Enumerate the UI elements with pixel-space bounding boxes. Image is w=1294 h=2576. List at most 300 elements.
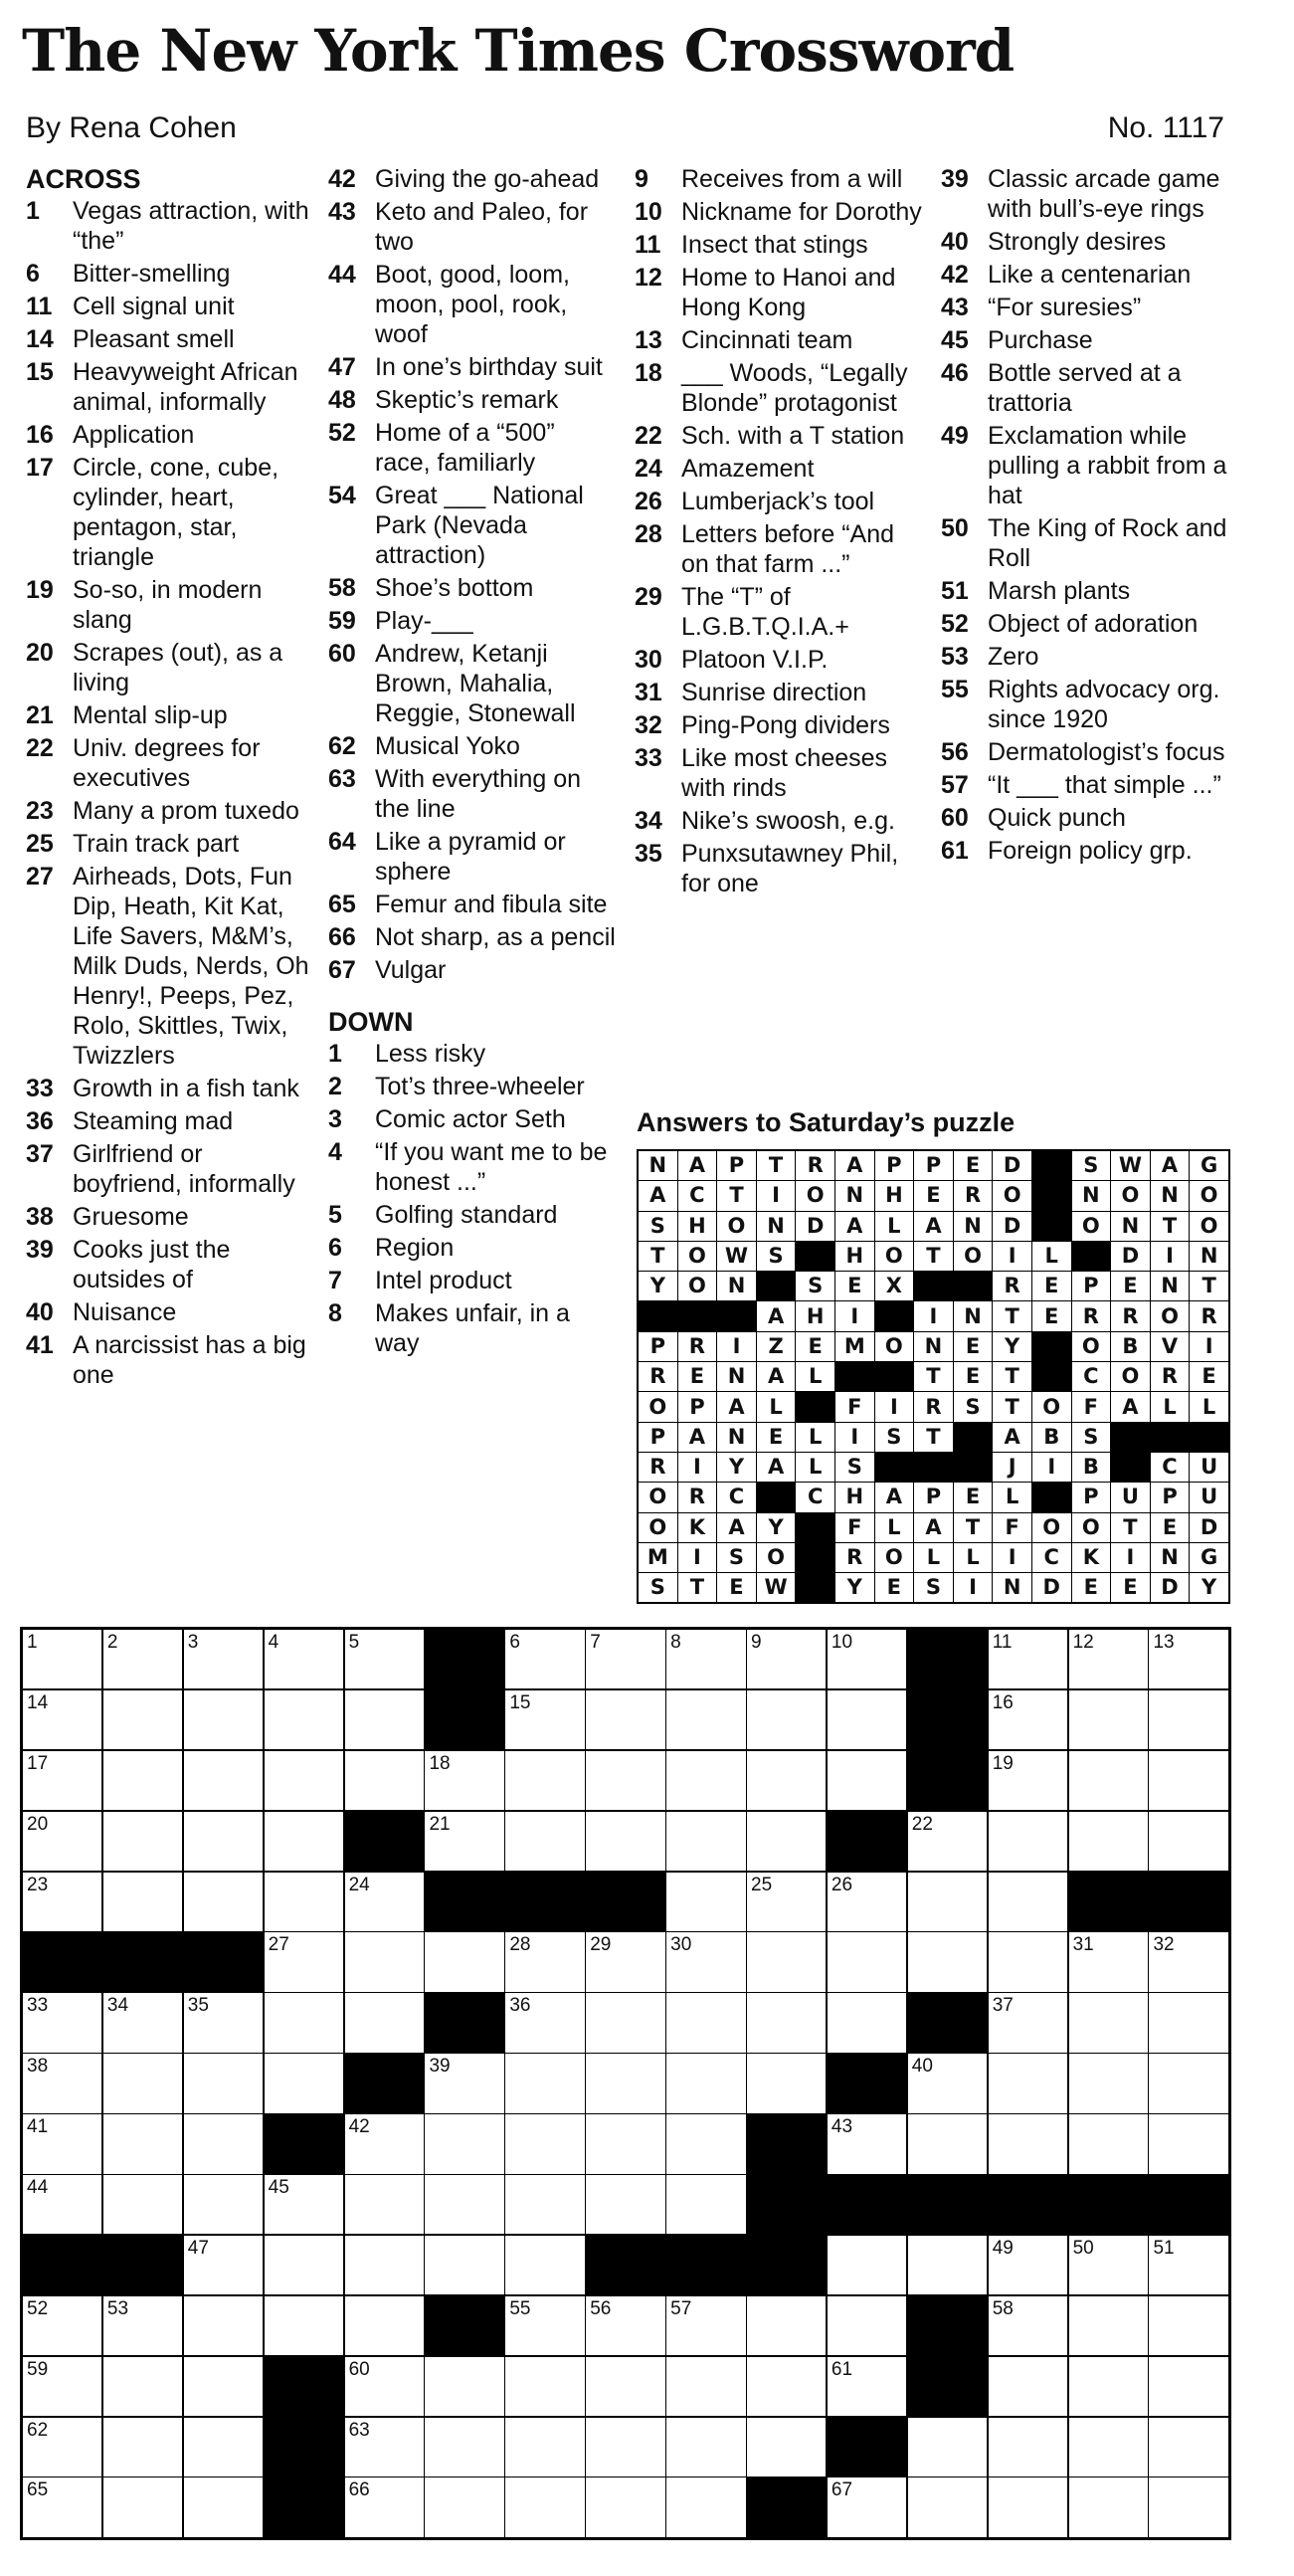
down-clue[interactable] [635,678,923,707]
grid-cell[interactable] [1149,2357,1227,2416]
grid-cell[interactable] [747,2418,826,2477]
cell-number: 61 [831,2358,853,2380]
down-clue[interactable] [635,263,923,322]
grid-cell[interactable] [103,2114,182,2173]
grid-cell[interactable] [345,1993,424,2052]
grid-cell[interactable] [265,1630,343,1688]
grid-cell[interactable] [103,1873,182,1931]
clue-text: Circle, cone, cube, cylinder, heart, pentagon, star, triangle [73,454,279,571]
grid-cell[interactable] [989,1812,1067,1871]
grid-cell[interactable] [747,1873,826,1931]
down-clue[interactable] [328,1298,617,1358]
cell-number: 17 [27,1752,49,1774]
across-clue[interactable] [328,260,617,349]
down-clue[interactable] [941,227,1239,257]
grid-cell[interactable] [828,2236,906,2294]
grid-cell[interactable] [747,2054,826,2112]
grid-cell[interactable] [345,1751,424,1810]
down-clue[interactable] [635,325,923,355]
clue-number: 54 [328,482,356,509]
grid-cell[interactable] [989,2054,1067,2112]
grid-cell[interactable] [989,1873,1067,1931]
grid-cell[interactable] [425,2054,503,2112]
grid-cell[interactable] [1149,1932,1227,1991]
across-clue[interactable] [328,606,617,636]
across-clue[interactable] [26,1297,309,1327]
answer-cell: N [1072,1181,1111,1210]
grid-cell[interactable] [265,1993,343,2052]
down-clue[interactable] [941,836,1239,866]
grid-cell[interactable] [505,1812,584,1871]
answer-cell: N [1151,1543,1190,1572]
grid-cell[interactable] [586,1690,664,1749]
grid-cell[interactable] [747,1812,826,1871]
clue-text: Application [73,421,195,449]
down-clue[interactable] [635,519,923,579]
grid-cell[interactable] [747,2296,826,2355]
grid-cell[interactable] [265,1751,343,1810]
down-clue[interactable] [941,325,1239,355]
grid-cell[interactable] [184,2054,263,2112]
grid-cell[interactable] [23,2054,101,2112]
down-clue[interactable] [328,1104,617,1134]
crossword-grid[interactable] [20,1627,1231,2540]
answer-cell: E [1190,1362,1228,1391]
down-clue[interactable] [941,675,1239,734]
grid-cell[interactable] [1069,1751,1148,1810]
grid-cell[interactable] [23,2418,101,2477]
across-clue[interactable] [328,573,617,603]
across-clue[interactable] [26,829,309,859]
grid-cell[interactable] [666,2418,745,2477]
grid-cell[interactable] [828,1630,906,1688]
grid-cell[interactable] [989,2477,1067,2536]
grid-cell[interactable] [345,2477,424,2536]
grid-cell[interactable] [345,2175,424,2234]
down-clue[interactable] [941,164,1239,224]
down-clue[interactable] [328,1039,617,1069]
across-clue[interactable] [328,385,617,415]
grid-cell[interactable] [505,2357,584,2416]
down-clue[interactable] [635,743,923,803]
grid-cell[interactable] [345,2236,424,2294]
grid-cell[interactable] [828,1873,906,1931]
grid-cell[interactable] [103,1630,182,1688]
across-clue[interactable] [328,352,617,382]
grid-cell[interactable] [505,2054,584,2112]
grid-cell[interactable] [23,2114,101,2173]
grid-cell[interactable] [1149,2236,1227,2294]
across-clue[interactable] [26,1330,309,1390]
across-clue[interactable] [328,481,617,570]
grid-cell[interactable] [1149,1812,1227,1871]
grid-cell[interactable] [345,1690,424,1749]
grid-cell[interactable] [505,1751,584,1810]
grid-cell[interactable] [586,1812,664,1871]
grid-cell[interactable] [265,2054,343,2112]
grid-cell[interactable] [23,1630,101,1688]
down-clue[interactable] [635,710,923,740]
grid-cell[interactable] [828,2477,906,2536]
grid-cell[interactable] [103,1690,182,1749]
grid-cell[interactable] [425,1932,503,1991]
clue-text: Heavyweight African animal, informally [73,358,298,416]
across-clue[interactable] [328,922,617,952]
answer-cell: H [678,1212,717,1241]
grid-cell[interactable] [989,1630,1067,1688]
across-clue[interactable] [26,1202,309,1232]
across-clue[interactable] [26,324,309,354]
across-clue[interactable] [328,164,617,194]
across-clue[interactable] [328,890,617,919]
grid-cell[interactable] [828,2114,906,2173]
down-clue[interactable] [635,230,923,260]
grid-cell[interactable] [989,2114,1067,2173]
grid-cell[interactable] [505,2477,584,2536]
grid-cell[interactable] [1149,2114,1227,2173]
grid-cell[interactable] [425,2357,503,2416]
grid-cell[interactable] [184,1751,263,1810]
grid-cell[interactable] [184,1630,263,1688]
down-clue[interactable] [328,1233,617,1263]
down-clue[interactable] [635,582,923,642]
clue-number: 12 [635,264,662,292]
grid-cell[interactable] [505,1993,584,2052]
across-clue[interactable] [26,1139,309,1199]
grid-cell[interactable] [908,1873,987,1931]
grid-cell[interactable] [265,2296,343,2355]
grid-cell[interactable] [747,1932,826,1991]
clue-text: In one’s birthday suit [375,353,603,381]
grid-cell[interactable] [586,2477,664,2536]
down-clue[interactable] [328,1200,617,1230]
grid-cell[interactable] [1069,1932,1148,1991]
grid-cell[interactable] [666,1630,745,1688]
grid-cell[interactable] [505,1932,584,1991]
grid-cell[interactable] [1149,1690,1227,1749]
across-clue[interactable] [328,731,617,761]
grid-cell[interactable] [103,1812,182,1871]
grid-cell[interactable] [666,2296,745,2355]
grid-cell[interactable] [666,2114,745,2173]
grid-cell[interactable] [989,1993,1067,2052]
grid-cell[interactable] [908,2418,987,2477]
grid-cell[interactable] [908,1812,987,1871]
grid-cell[interactable] [505,2114,584,2173]
across-clue[interactable] [26,357,309,417]
grid-cell[interactable] [505,2418,584,2477]
grid-cell[interactable] [1069,2054,1148,2112]
down-clue[interactable] [328,1266,617,1295]
across-clue[interactable] [26,575,309,635]
grid-cell[interactable] [103,2175,182,2234]
across-clue[interactable] [26,292,309,321]
grid-cell[interactable] [184,1690,263,1749]
grid-cell[interactable] [184,2296,263,2355]
grid-cell[interactable] [23,1690,101,1749]
down-clue[interactable] [328,1137,617,1197]
cell-number: 2 [106,1632,118,1653]
grid-cell[interactable] [265,1812,343,1871]
down-clue[interactable] [328,1072,617,1101]
grid-cell[interactable] [908,2236,987,2294]
grid-cell[interactable] [103,1751,182,1810]
grid-cell[interactable] [1069,1812,1148,1871]
across-clue[interactable] [328,639,617,728]
grid-cell[interactable] [345,1630,424,1688]
answer-cell: C [1151,1453,1190,1482]
grid-cell[interactable] [345,2418,424,2477]
down-clue[interactable] [941,642,1239,672]
grid-cell[interactable] [666,1932,745,1991]
down-clue[interactable] [635,487,923,516]
across-clue[interactable] [328,197,617,257]
grid-cell[interactable] [103,2477,182,2536]
across-clue[interactable] [26,259,309,289]
grid-cell[interactable] [103,2418,182,2477]
grid-cell[interactable] [1069,2357,1148,2416]
answer-cell: R [1072,1301,1111,1330]
down-clue[interactable] [635,645,923,675]
grid-cell[interactable] [23,2175,101,2234]
grid-cell[interactable] [989,1690,1067,1749]
grid-cell[interactable] [908,1932,987,1991]
grid-cell[interactable] [586,1993,664,2052]
grid-cell[interactable] [23,1812,101,1871]
grid-cell[interactable] [184,1993,263,2052]
grid-cell[interactable] [1069,2418,1148,2477]
grid-cell[interactable] [828,1751,906,1810]
down-clue[interactable] [635,358,923,418]
down-clue[interactable] [941,293,1239,322]
grid-cell[interactable] [989,2296,1067,2355]
grid-cell[interactable] [828,2357,906,2416]
grid-cell[interactable] [747,1630,826,1688]
across-clue[interactable] [26,453,309,572]
grid-cell[interactable] [1069,1690,1148,1749]
grid-cell[interactable] [103,2296,182,2355]
answer-cell: A [757,1301,796,1330]
down-clue[interactable] [941,770,1239,800]
grid-cell[interactable] [666,2357,745,2416]
clue-number: 42 [941,261,969,289]
clue-text: Gruesome [73,1203,189,1231]
grid-cell[interactable] [586,2296,664,2355]
grid-cell[interactable] [103,2357,182,2416]
down-clue[interactable] [941,609,1239,639]
grid-cell[interactable] [1069,2236,1148,2294]
grid-cell[interactable] [989,2418,1067,2477]
down-clue[interactable] [635,421,923,451]
answer-cell: U [1190,1453,1228,1482]
grid-cell[interactable] [23,2477,101,2536]
answer-cell: N [1151,1181,1190,1210]
grid-cell[interactable] [586,2357,664,2416]
grid-cell[interactable] [265,1690,343,1749]
grid-cell[interactable] [908,2477,987,2536]
grid-cell[interactable] [989,1751,1067,1810]
grid-cell[interactable] [505,2175,584,2234]
grid-cell[interactable] [828,1932,906,1991]
grid-cell[interactable] [828,1690,906,1749]
down-clue[interactable] [635,164,923,194]
clue-number: 15 [26,358,54,386]
grid-cell[interactable] [666,1812,745,1871]
grid-cell[interactable] [828,2296,906,2355]
grid-cell[interactable] [425,1812,503,1871]
grid-cell[interactable] [265,1873,343,1931]
grid-cell[interactable] [23,1993,101,2052]
across-clue[interactable] [328,764,617,824]
grid-cell[interactable] [989,2236,1067,2294]
across-clue[interactable] [328,418,617,478]
down-clue[interactable] [635,454,923,484]
answer-cell: L [954,1543,993,1572]
grid-cell[interactable] [1149,2296,1227,2355]
clue-column-3 [635,164,923,901]
grid-cell[interactable] [103,1993,182,2052]
grid-cell[interactable] [1149,2418,1227,2477]
clue-number: 46 [941,359,969,387]
grid-cell[interactable] [184,2175,263,2234]
grid-cell[interactable] [1069,1630,1148,1688]
clue-text: Sch. with a T station [681,422,905,450]
grid-cell[interactable] [265,1932,343,1991]
grid-cell[interactable] [184,2114,263,2173]
across-clue[interactable] [26,1235,309,1294]
answer-cell: I [875,1392,914,1421]
clue-text: Nickname for Dorothy [681,198,922,226]
grid-cell[interactable] [345,2357,424,2416]
grid-cell[interactable] [666,2175,745,2234]
grid-cell[interactable] [666,1751,745,1810]
down-clue[interactable] [941,358,1239,418]
grid-cell[interactable] [184,2357,263,2416]
grid-cell[interactable] [747,1690,826,1749]
grid-cell[interactable] [908,2114,987,2173]
across-clue[interactable] [26,862,309,1071]
answer-cell: I [1190,1332,1228,1361]
grid-cell[interactable] [425,2114,503,2173]
across-clue[interactable] [26,196,309,256]
down-clue[interactable] [941,421,1239,510]
across-clue[interactable] [26,1106,309,1136]
grid-cell[interactable] [425,2418,503,2477]
grid-cell[interactable] [505,2236,584,2294]
grid-cell[interactable] [1149,1751,1227,1810]
grid-cell[interactable] [586,2418,664,2477]
grid-cell[interactable] [1069,2114,1148,2173]
across-clue[interactable] [26,638,309,697]
grid-cell[interactable] [184,2236,263,2294]
grid-cell[interactable] [345,1873,424,1931]
grid-cell[interactable] [747,2357,826,2416]
grid-cell[interactable] [1069,1993,1148,2052]
grid-cell[interactable] [425,2175,503,2234]
grid-cell[interactable] [586,2054,664,2112]
cell-number: 41 [27,2116,49,2138]
down-clue[interactable] [941,737,1239,767]
grid-cell[interactable] [1149,2054,1227,2112]
grid-cell[interactable] [505,1630,584,1688]
grid-cell[interactable] [184,2477,263,2536]
grid-cell[interactable] [265,2175,343,2234]
grid-cell[interactable] [184,2418,263,2477]
grid-cell[interactable] [828,1993,906,2052]
down-clue[interactable] [635,806,923,836]
grid-cell[interactable] [666,2054,745,2112]
grid-cell[interactable] [103,2054,182,2112]
grid-cell[interactable] [1149,1630,1227,1688]
across-clue[interactable] [26,1074,309,1103]
across-clue[interactable] [328,955,617,985]
grid-cell[interactable] [989,1932,1067,1991]
down-clue[interactable] [635,839,923,898]
grid-cell[interactable] [184,1812,263,1871]
grid-cell[interactable] [23,1751,101,1810]
down-clue[interactable] [635,197,923,227]
grid-cell[interactable] [586,1932,664,1991]
across-clue[interactable] [328,827,617,887]
answer-cell: E [954,1483,993,1511]
grid-cell[interactable] [666,1993,745,2052]
grid-cell[interactable] [586,2114,664,2173]
grid-cell[interactable] [666,1873,745,1931]
grid-cell[interactable] [425,2477,503,2536]
grid-cell[interactable] [345,2114,424,2173]
grid-cell[interactable] [666,2477,745,2536]
grid-cell[interactable] [505,2296,584,2355]
grid-cell[interactable] [1149,2477,1227,2536]
grid-cell[interactable] [23,1873,101,1931]
clue-number: 45 [941,326,969,354]
across-clue[interactable] [26,700,309,730]
grid-cell[interactable] [586,1751,664,1810]
grid-cell[interactable] [1149,1993,1227,2052]
across-clue[interactable] [26,733,309,793]
grid-cell[interactable] [345,2296,424,2355]
answer-cell: E [1111,1272,1150,1300]
grid-cell[interactable] [989,2357,1067,2416]
grid-cell[interactable] [505,1690,584,1749]
down-clue[interactable] [941,576,1239,606]
grid-cell[interactable] [747,1751,826,1810]
grid-cell[interactable] [23,2296,101,2355]
clue-text: So-so, in modern slang [73,576,263,634]
grid-cell[interactable] [586,2175,664,2234]
down-clue[interactable] [941,260,1239,290]
grid-cell[interactable] [265,2236,343,2294]
grid-cell[interactable] [425,1751,503,1810]
grid-cell[interactable] [1069,2477,1148,2536]
down-clue[interactable] [941,803,1239,833]
clue-number: 5 [328,1201,342,1229]
clue-number: 8 [328,1299,342,1327]
across-clue[interactable] [26,420,309,450]
grid-cell[interactable] [666,1690,745,1749]
grid-cell[interactable] [425,2236,503,2294]
grid-cell[interactable] [345,1932,424,1991]
grid-cell[interactable] [184,1873,263,1931]
across-clue[interactable] [26,796,309,826]
grid-cell[interactable] [1069,2296,1148,2355]
grid-cell[interactable] [908,2054,987,2112]
down-clue[interactable] [941,513,1239,573]
grid-cell[interactable] [23,2357,101,2416]
grid-cell[interactable] [747,1993,826,2052]
grid-cell[interactable] [586,1630,664,1688]
answer-cell: B [1111,1332,1150,1361]
